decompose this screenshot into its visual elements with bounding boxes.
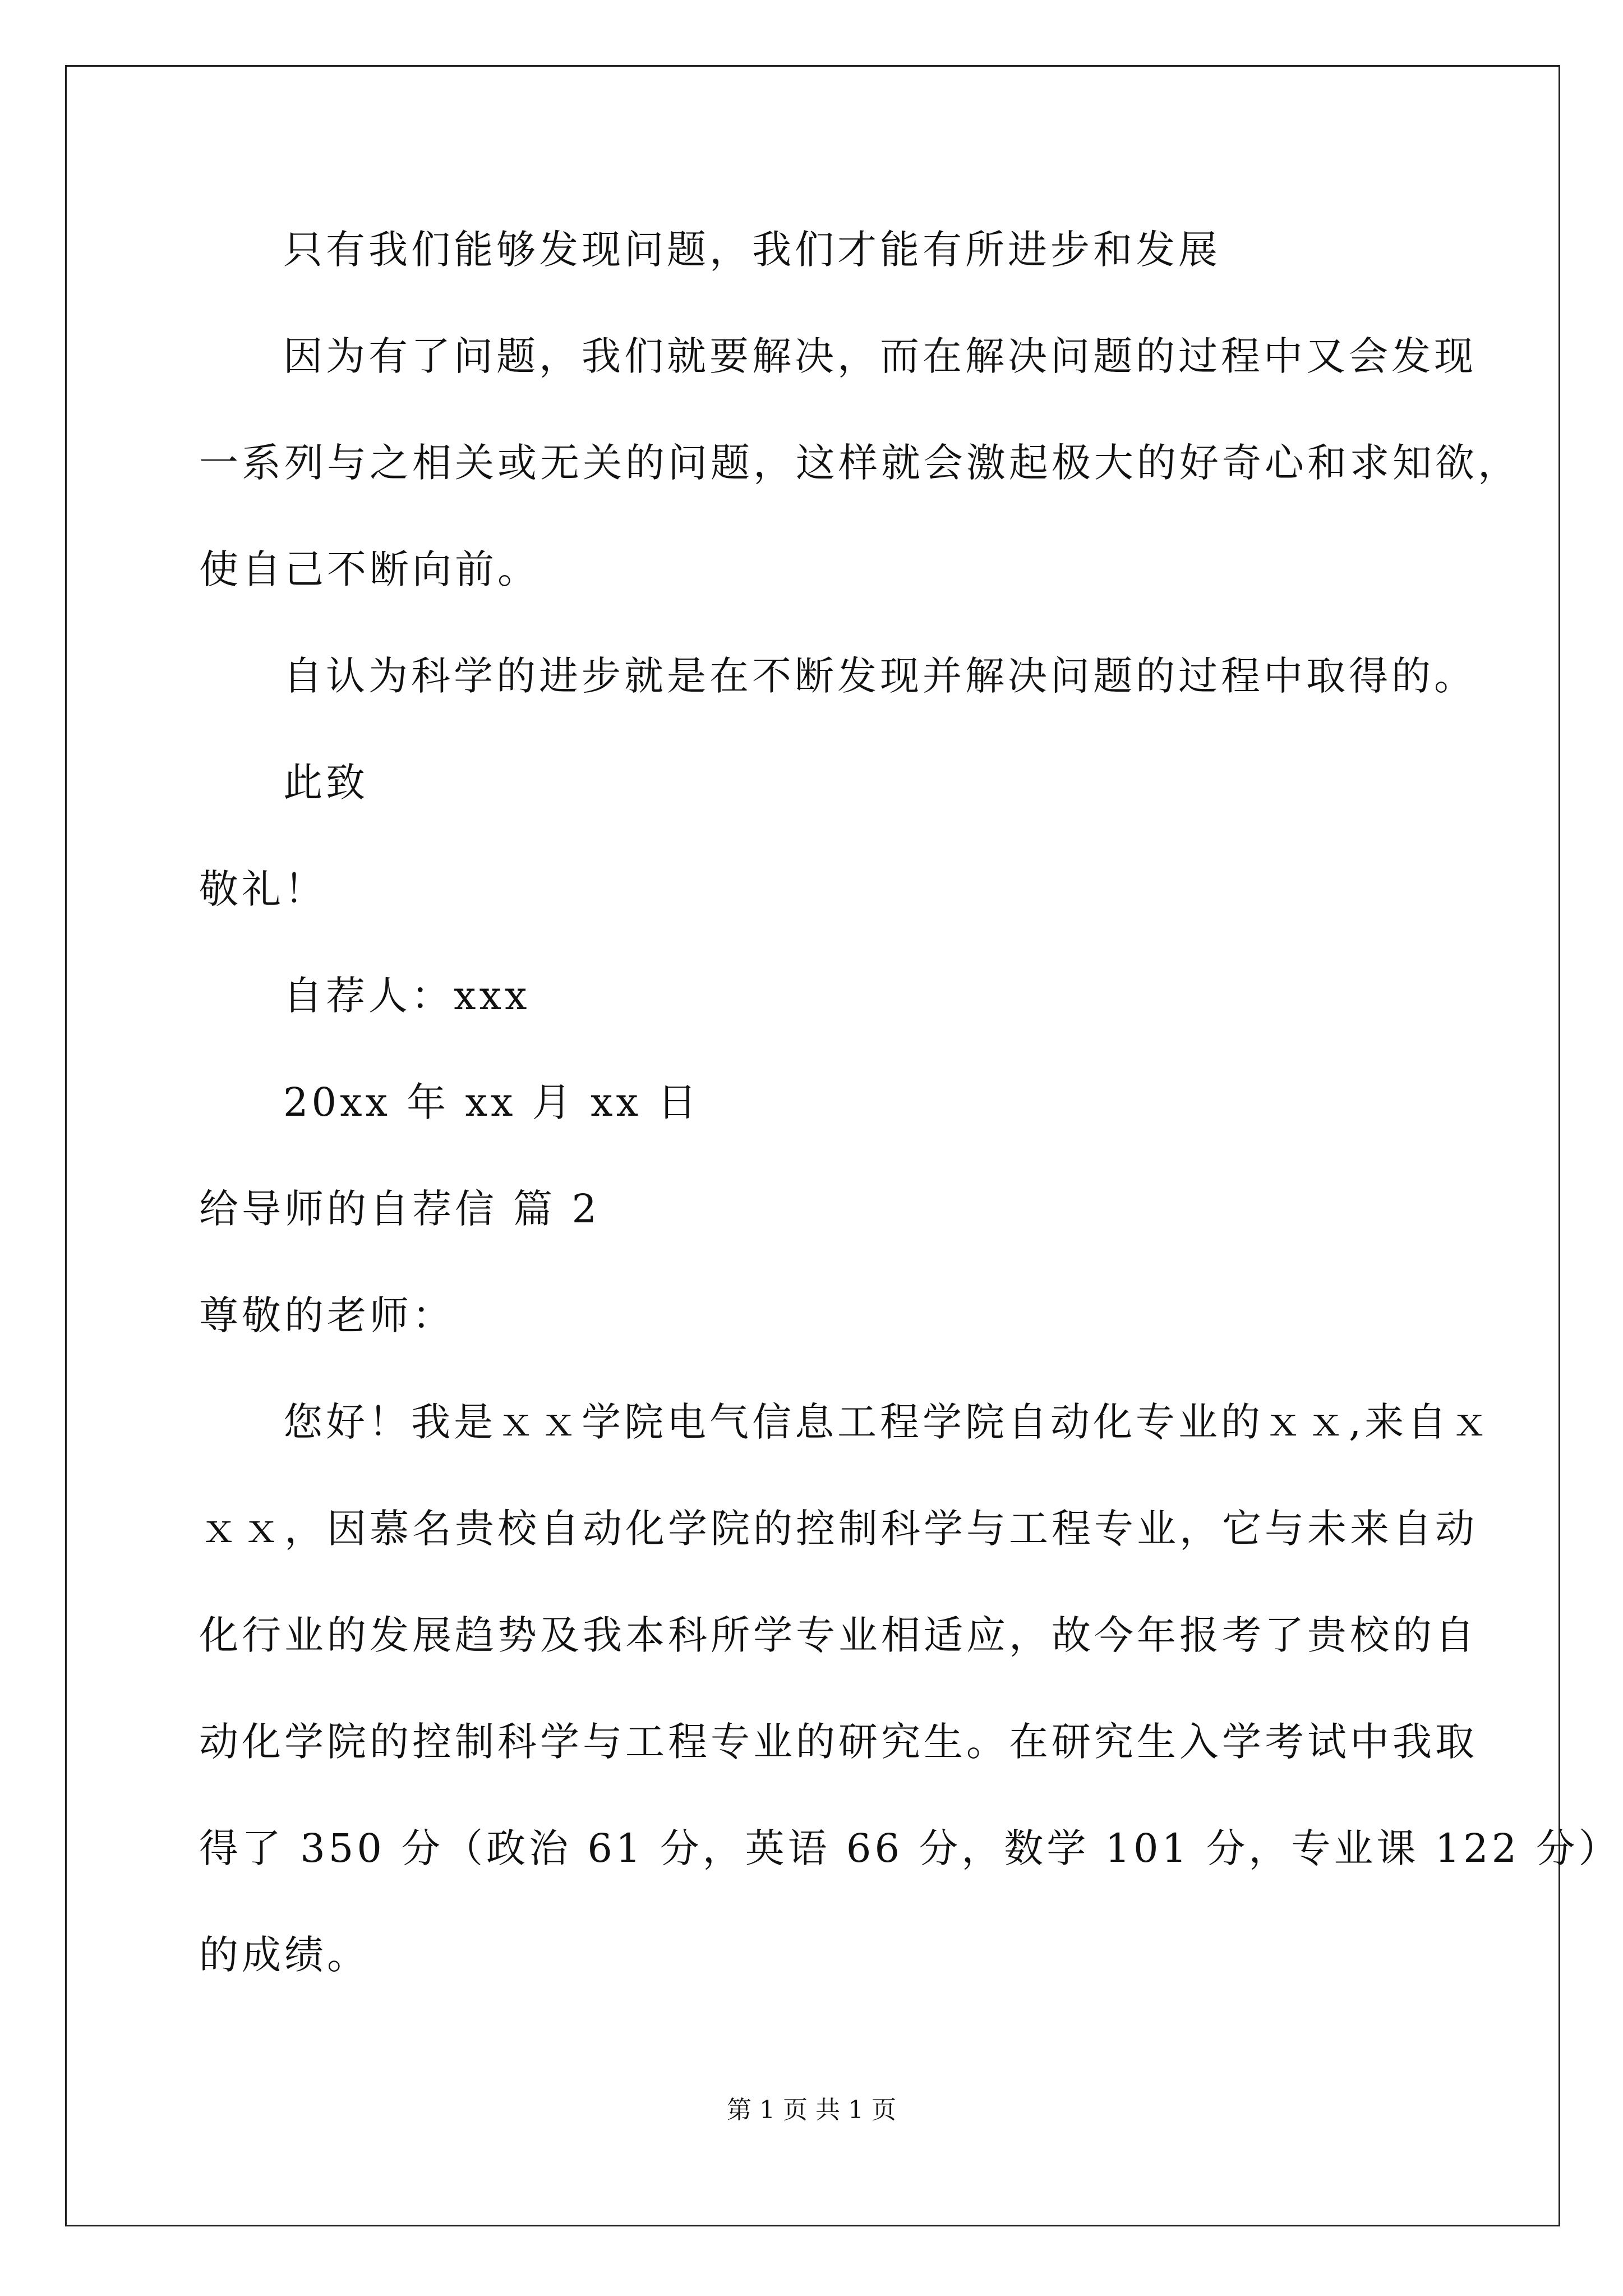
signature-name: 自荐人：xxx [283, 973, 531, 1019]
paragraph-line-7: ｘｘ，因慕名贵校自动化学院的控制科学与工程专业，它与未来自动 [199, 1506, 1478, 1552]
paragraph-line-3: 一系列与之相关或无关的问题，这样就会激起极大的好奇心和求知欲， [199, 440, 1520, 486]
paragraph-line-5: 自认为科学的进步就是在不断发现并解决问题的过程中取得的。 [283, 653, 1477, 699]
signature-date: 20xx 年 xx 月 xx 日 [283, 1079, 700, 1125]
paragraph-line-10: 得了 350 分（政治 61 分，英语 66 分，数学 101 分，专业课 122 分） [199, 1825, 1621, 1871]
page-frame [65, 65, 1560, 2226]
paragraph-line-11: 的成绩。 [199, 1932, 370, 1978]
paragraph-line-2: 因为有了问题，我们就要解决，而在解决问题的过程中又会发现 [283, 333, 1477, 379]
closing-jingli: 敬礼！ [199, 866, 327, 912]
section-heading: 给导师的自荐信 篇 2 [199, 1186, 601, 1232]
paragraph-line-8: 化行业的发展趋势及我本科所学专业相适应，故今年报考了贵校的自 [199, 1612, 1478, 1658]
paragraph-line-4: 使自己不断向前。 [199, 546, 540, 592]
paragraph-line-1: 只有我们能够发现问题，我们才能有所进步和发展 [283, 227, 1221, 273]
paragraph-line-6: 您好！我是ｘｘ学院电气信息工程学院自动化专业的ｘｘ,来自ｘ [283, 1399, 1493, 1445]
page-footer: 第 1 页 共 1 页 [727, 2096, 896, 2124]
salutation: 尊敬的老师： [199, 1292, 455, 1338]
paragraph-line-9: 动化学院的控制科学与工程专业的研究生。在研究生入学考试中我取 [199, 1719, 1478, 1765]
closing-cizhi: 此致 [283, 760, 368, 806]
